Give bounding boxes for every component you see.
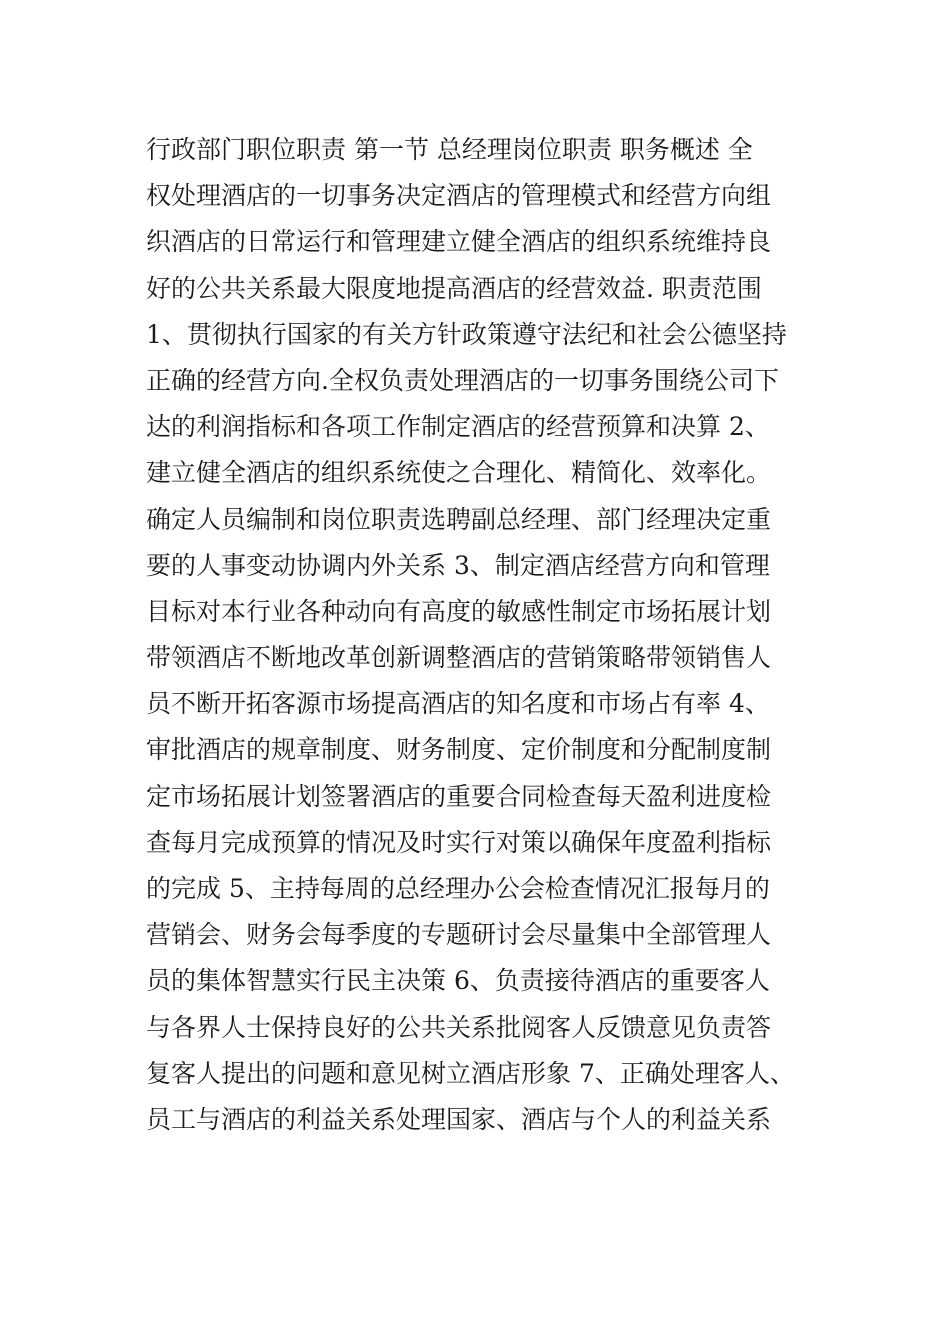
text-line: 审批酒店的规章制度、财务制度、定价制度和分配制度制 [146,735,772,765]
text-line: 带领酒店不断地改革创新调整酒店的营销策略带领销售人 [146,643,772,673]
text-line: 好的公共关系最大限度地提高酒店的经营效益. 职责范围 [146,273,762,303]
text-line: 的完成 5、主持每周的总经理办公会检查情况汇报每月的 [146,874,770,903]
text-line: 1、贯彻执行国家的有关方针政策遵守法纪和社会公德坚持 [146,319,787,349]
text-line: 查每月完成预算的情况及时实行对策以确保年度盈利指标 [146,827,772,857]
text-line: 正确的经营方向.全权负责处理酒店的一切事务围绕公司下 [146,365,779,395]
text-line: 建立健全酒店的组织系统使之合理化、精简化、效率化。 [146,458,772,488]
text-line: 定市场拓展计划签署酒店的重要合同检查每天盈利进度检 [146,781,772,811]
text-line: 营销会、财务会每季度的专题研讨会尽量集中全部管理人 [146,920,772,950]
text-line: 达的利润指标和各项工作制定酒店的经营预算和决算 2、 [146,412,770,442]
text-line: 织酒店的日常运行和管理建立健全酒店的组织系统维持良 [146,227,772,257]
text-line: 目标对本行业各种动向有高度的敏感性制定市场拓展计划 [146,596,772,626]
text-line: 行政部门职位职责 第一节 总经理岗位职责 职务概述 全 [146,135,753,164]
text-line: 员不断开拓客源市场提高酒店的知名度和市场占有率 4、 [146,689,770,719]
body-text [146,127,806,1143]
text-line: 要的人事变动协调内外关系 3、制定酒店经营方向和管理 [146,550,770,580]
text-line: 确定人员编制和岗位职责选聘副总经理、部门经理决定重 [146,504,772,534]
text-line: 员工与酒店的利益关系处理国家、酒店与个人的利益关系 [146,1104,772,1134]
text-line: 与各界人士保持良好的公共关系批阅客人反馈意见负责答 [146,1012,772,1042]
text-line: 权处理酒店的一切事务决定酒店的管理模式和经营方向组 [146,181,772,211]
text-line: 复客人提出的问题和意见树立酒店形象 7、正确处理客人、 [146,1058,795,1088]
text-line: 员的集体智慧实行民主决策 6、负责接待酒店的重要客人 [146,966,770,996]
